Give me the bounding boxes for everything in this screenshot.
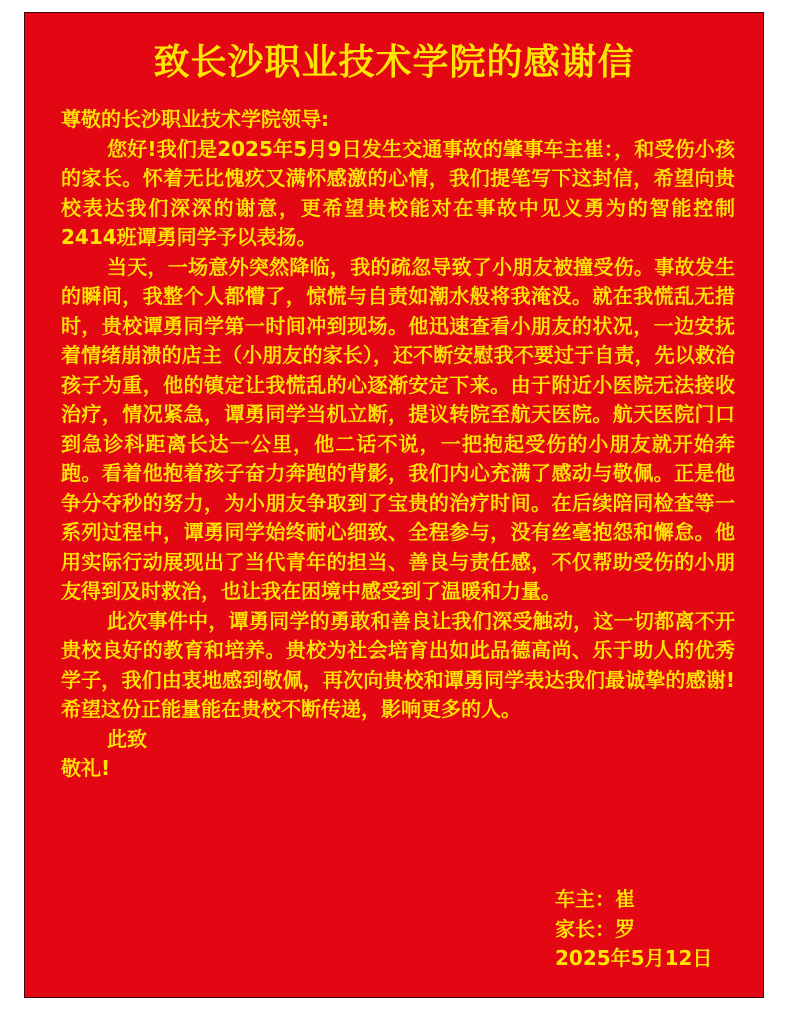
signature-date: 2025年5月12日 [555, 946, 713, 970]
letter-salutation: 尊敬的长沙职业技术学院领导: [61, 107, 329, 131]
letter-body [61, 105, 735, 784]
letter-closing-cizhi: 此致 [107, 726, 147, 751]
thank-you-letter [24, 12, 764, 998]
signature-owner: 车主：崔 [555, 887, 635, 911]
letter-paragraph-1: 您好!我们是2025年5月9日发生交通事故的肇事车主崔：，和受伤小孩的家长。怀着无比愧疚又满怀感激的心情，我们提笔写下这封信，希望向贵校表达我们深深的谢意，更希望贵校能对在事故中见义勇为的智能控制2414班谭勇同学予以表扬。 [61, 136, 735, 249]
letter-paragraph-2: 当天，一场意外突然降临，我的疏忽导致了小朋友被撞受伤。事故发生的瞬间，我整个人都懵了，惊慌与自责如潮水般将我淹没。就在我慌乱无措时，贵校谭勇同学第一时间冲到现场。他迅速查看小朋友的状况，一边安抚着情绪崩溃的店主（小朋友的家长），还不断安慰我不要过于自责，先以救治孩子为重，他的镇定让我慌乱的心逐渐安定下来。由于附近小医院无法接收治疗，情况紧急，谭勇同学当机立断，提议转院至航天医院。航天医院门口到急诊科距离长达一公里，他二话不说，一把抱起受伤的小朋友就开始奔跑。看着他抱着孩子奋力奔跑的背影，我们内心充满了感动与敬佩。正是他争分夺秒的努力，为小朋友争取到了宝贵的治疗时间。在后续陪同检查等一系列过程中，谭勇同学始终耐心细致、全程参与，没有丝毫抱怨和懈怠。他用实际行动展现出了当代青年的担当、善良与责任感，不仅帮助受伤的小朋友得到及时救治，也让我在困境中感受到了温暖和力量。 [61, 254, 735, 603]
letter-closing-jingli: 敬礼! [61, 756, 111, 780]
letter-paragraph-3: 此次事件中，谭勇同学的勇敢和善良让我们深受触动，这一切都离不开贵校良好的教育和培养。贵校为社会培育出如此品德高尚、乐于助人的优秀学子，我们由衷地感到敬佩，再次向贵校和谭勇同学表达我们最诚挚的感谢!希望这份正能量能在贵校不断传递，影响更多的人。 [61, 608, 735, 721]
letter-signature [555, 885, 712, 974]
signature-parent: 家长：罗 [555, 916, 635, 941]
letter-title: 致长沙职业技术学院的感谢信 [153, 42, 635, 83]
